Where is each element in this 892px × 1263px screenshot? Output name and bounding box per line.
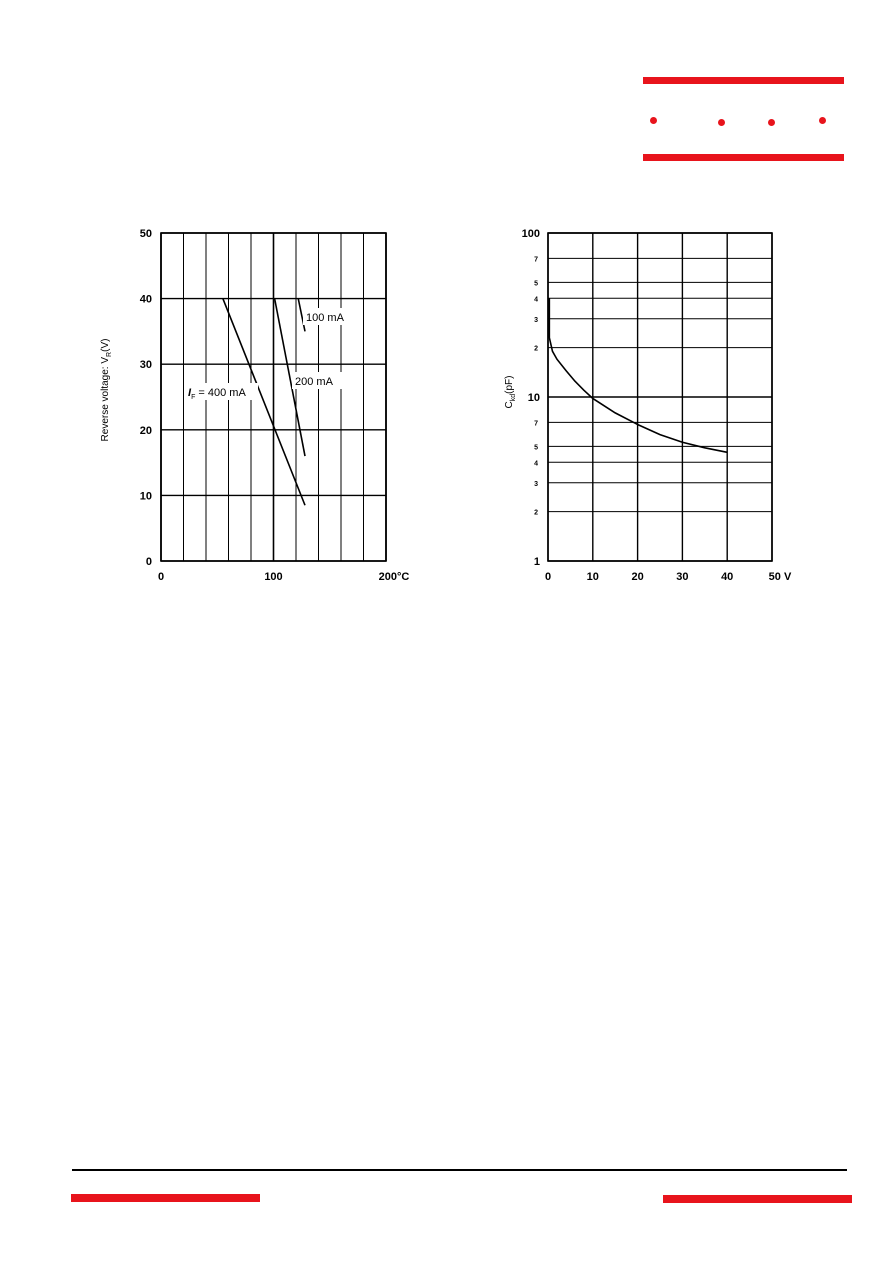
chart1-series-label: 200 mA: [295, 376, 333, 388]
chart1-series-label: 100 mA: [306, 312, 344, 324]
chart2-y-minor-tick-label: 7: [534, 420, 538, 428]
chart1-series-label: $I_F = 400$ mA: [188, 387, 246, 401]
chart1-x-tick-label: 100: [264, 571, 283, 583]
chart2-x-tick-label: 30: [676, 571, 689, 583]
chart2-y-minor-tick-label: 2: [534, 345, 538, 353]
chart1-x-tick-label: 200°C: [378, 571, 410, 583]
chart1-y-tick-label: 20: [139, 424, 152, 437]
chart2-x-tick-label: 40: [721, 571, 734, 583]
chart2-y-axis-label: $C_{kd}(pF)$: [504, 375, 517, 409]
chart2-y-major-tick-label: 10: [527, 392, 540, 404]
chart2-y-minor-tick-label: 3: [534, 316, 538, 324]
chart2-y-minor-tick-label: 4: [534, 460, 538, 468]
chart1-x-tick-label: 0: [157, 571, 165, 583]
chart2-grid: [548, 233, 772, 561]
chart2-y-minor-tick-label: 7: [534, 256, 538, 264]
chart2-y-major-tick-label: 1: [533, 556, 540, 568]
chart2-y-minor-tick-label: 2: [534, 509, 538, 517]
chart2-y-minor-tick-label: 5: [534, 444, 538, 452]
chart1-y-tick-label: 30: [139, 359, 152, 372]
chart2-y-minor-tick-label: 5: [534, 280, 538, 288]
chart2-x-tick-label: 0: [544, 571, 552, 583]
chart1-y-tick-label: 50: [139, 228, 152, 240]
chart1-y-tick-label: 0: [145, 556, 152, 568]
chart2-x-tick-label: 50 V: [768, 571, 792, 583]
chart2-x-tick-label: 20: [631, 571, 644, 583]
chart2-y-major-tick-label: 100: [521, 228, 540, 240]
footer-left-red-bar: [71, 1194, 260, 1202]
chart2-y-minor-tick-label: 3: [534, 480, 538, 488]
footer-right-red-bar: [663, 1195, 852, 1203]
chart1-y-axis-label: Reverse voltage: $V_R(V)$: [100, 338, 113, 442]
chart1-y-tick-label: 10: [139, 490, 152, 503]
footer-rule: [72, 1169, 847, 1171]
chart1-y-tick-label: 40: [139, 293, 152, 306]
chart2-x-tick-label: 10: [586, 571, 599, 583]
chart2-y-minor-tick-label: 4: [534, 296, 538, 304]
